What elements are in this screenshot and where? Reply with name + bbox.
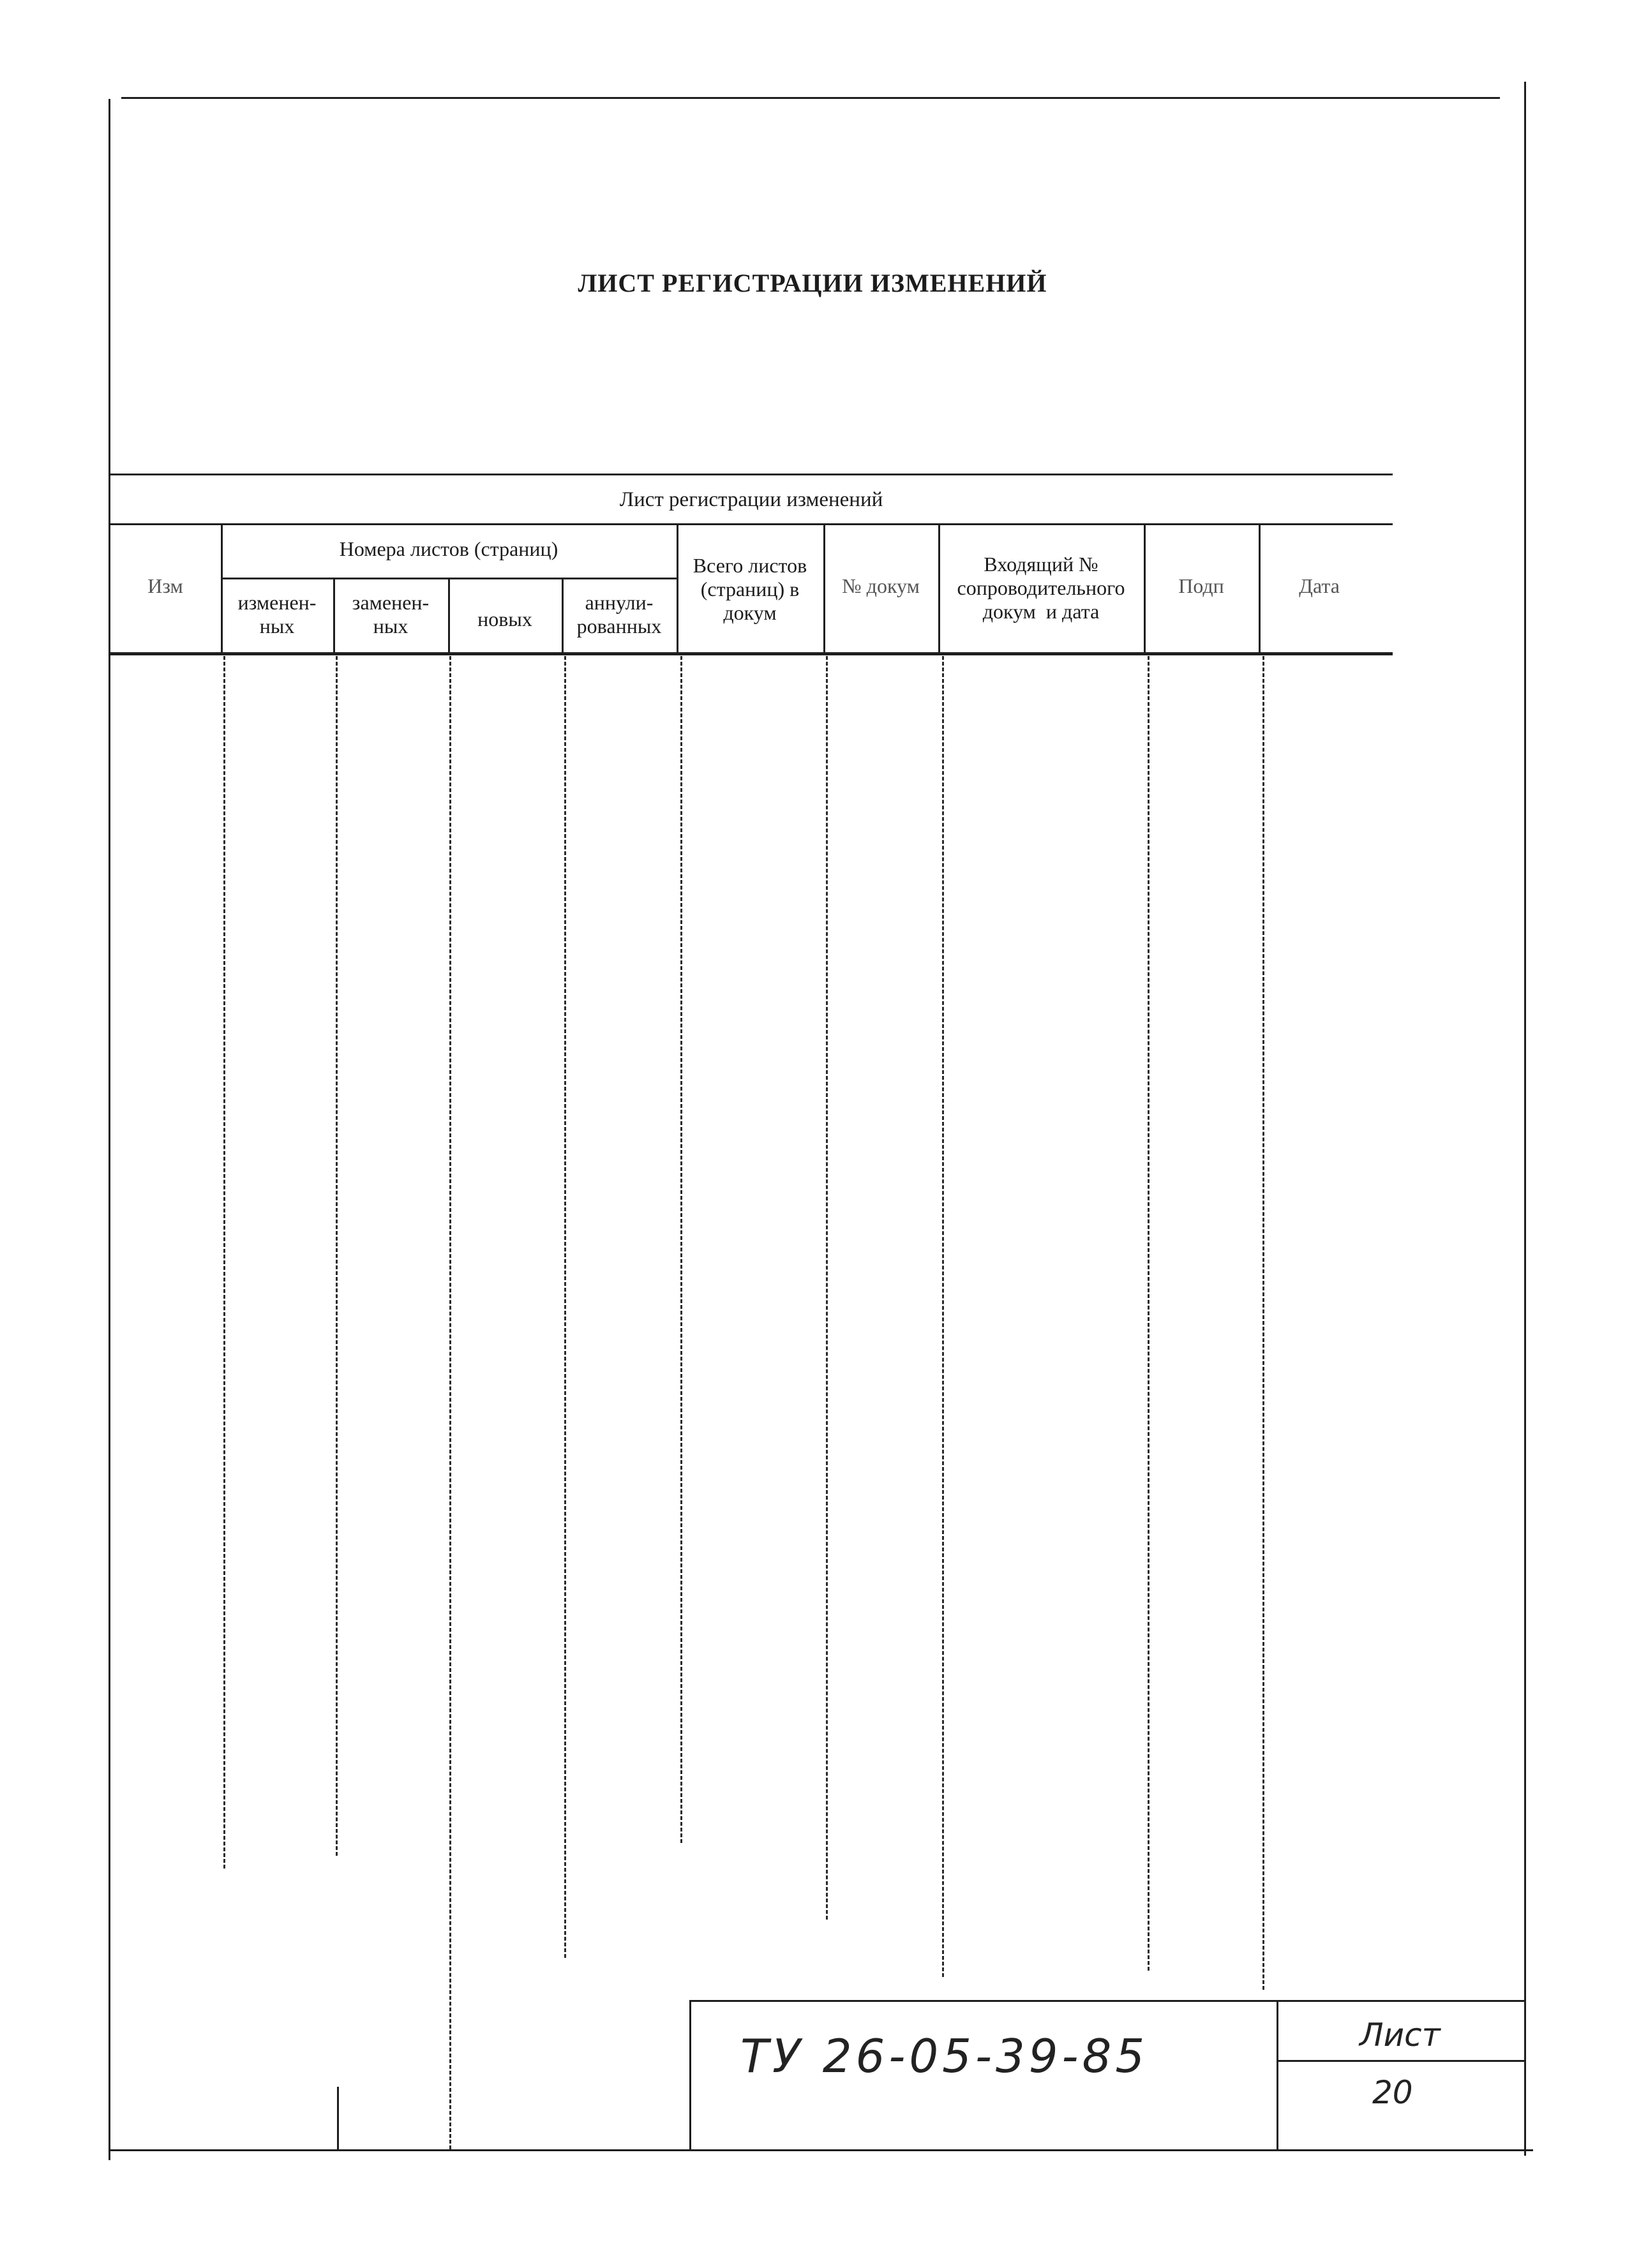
caption-bottom-line <box>110 523 1393 525</box>
stamp-sheet-label: Лист <box>1359 2017 1441 2054</box>
body-col-line-6 <box>826 656 828 1920</box>
body-col-line-5 <box>680 656 682 1843</box>
body-col-line-3 <box>449 656 451 2149</box>
stamp-designation: ТУ 26-05-39-85 <box>740 2029 1149 2083</box>
frame-bottom-line <box>110 2149 1533 2151</box>
frame-top-line <box>121 97 1500 99</box>
table-top-line <box>110 474 1393 475</box>
header-data: Дата <box>1299 574 1340 597</box>
header-nomer-dokum: № докум <box>842 574 920 597</box>
header-podp: Подп <box>1178 574 1224 597</box>
document-title: ЛИСТ РЕГИСТРАЦИИ ИЗМЕНЕНИЙ <box>578 269 1047 297</box>
body-col-line-9 <box>1262 656 1264 1990</box>
stamp-top-line <box>689 2000 1525 2002</box>
stamp-sheet-divider <box>1277 2060 1525 2062</box>
header-vsego-listov: Всего листов (страниц) в докум <box>693 554 807 624</box>
body-col-line-2-bottom <box>337 2087 339 2149</box>
body-col-line-1 <box>223 656 225 1869</box>
body-col-line-7 <box>942 656 944 1977</box>
stamp-sheet-number: 20 <box>1372 2074 1413 2111</box>
body-col-line-4 <box>564 656 566 1958</box>
stamp-left-line <box>689 2000 691 2149</box>
table-caption: Лист регистрации изменений <box>619 488 883 511</box>
frame-left-line <box>109 99 110 2160</box>
header-izm: Изм <box>147 574 183 597</box>
header-zamenennyh: заменен- ных <box>352 591 430 638</box>
header-annulirovannyh: аннули- рованных <box>576 591 662 638</box>
header-novyh: новых <box>477 608 532 630</box>
header-bottom-line <box>110 652 1393 655</box>
stamp-divider-line <box>1277 2000 1278 2149</box>
header-izmenennyh: изменен- ных <box>237 591 317 638</box>
header-vhodyashchiy: Входящий № сопроводительного докум и дата <box>957 553 1125 623</box>
body-col-line-2 <box>336 656 338 1856</box>
frame-right-line <box>1524 82 1526 2156</box>
body-col-line-8 <box>1148 656 1149 1971</box>
header-group-sheet-numbers: Номера листов (страниц) <box>339 537 558 560</box>
